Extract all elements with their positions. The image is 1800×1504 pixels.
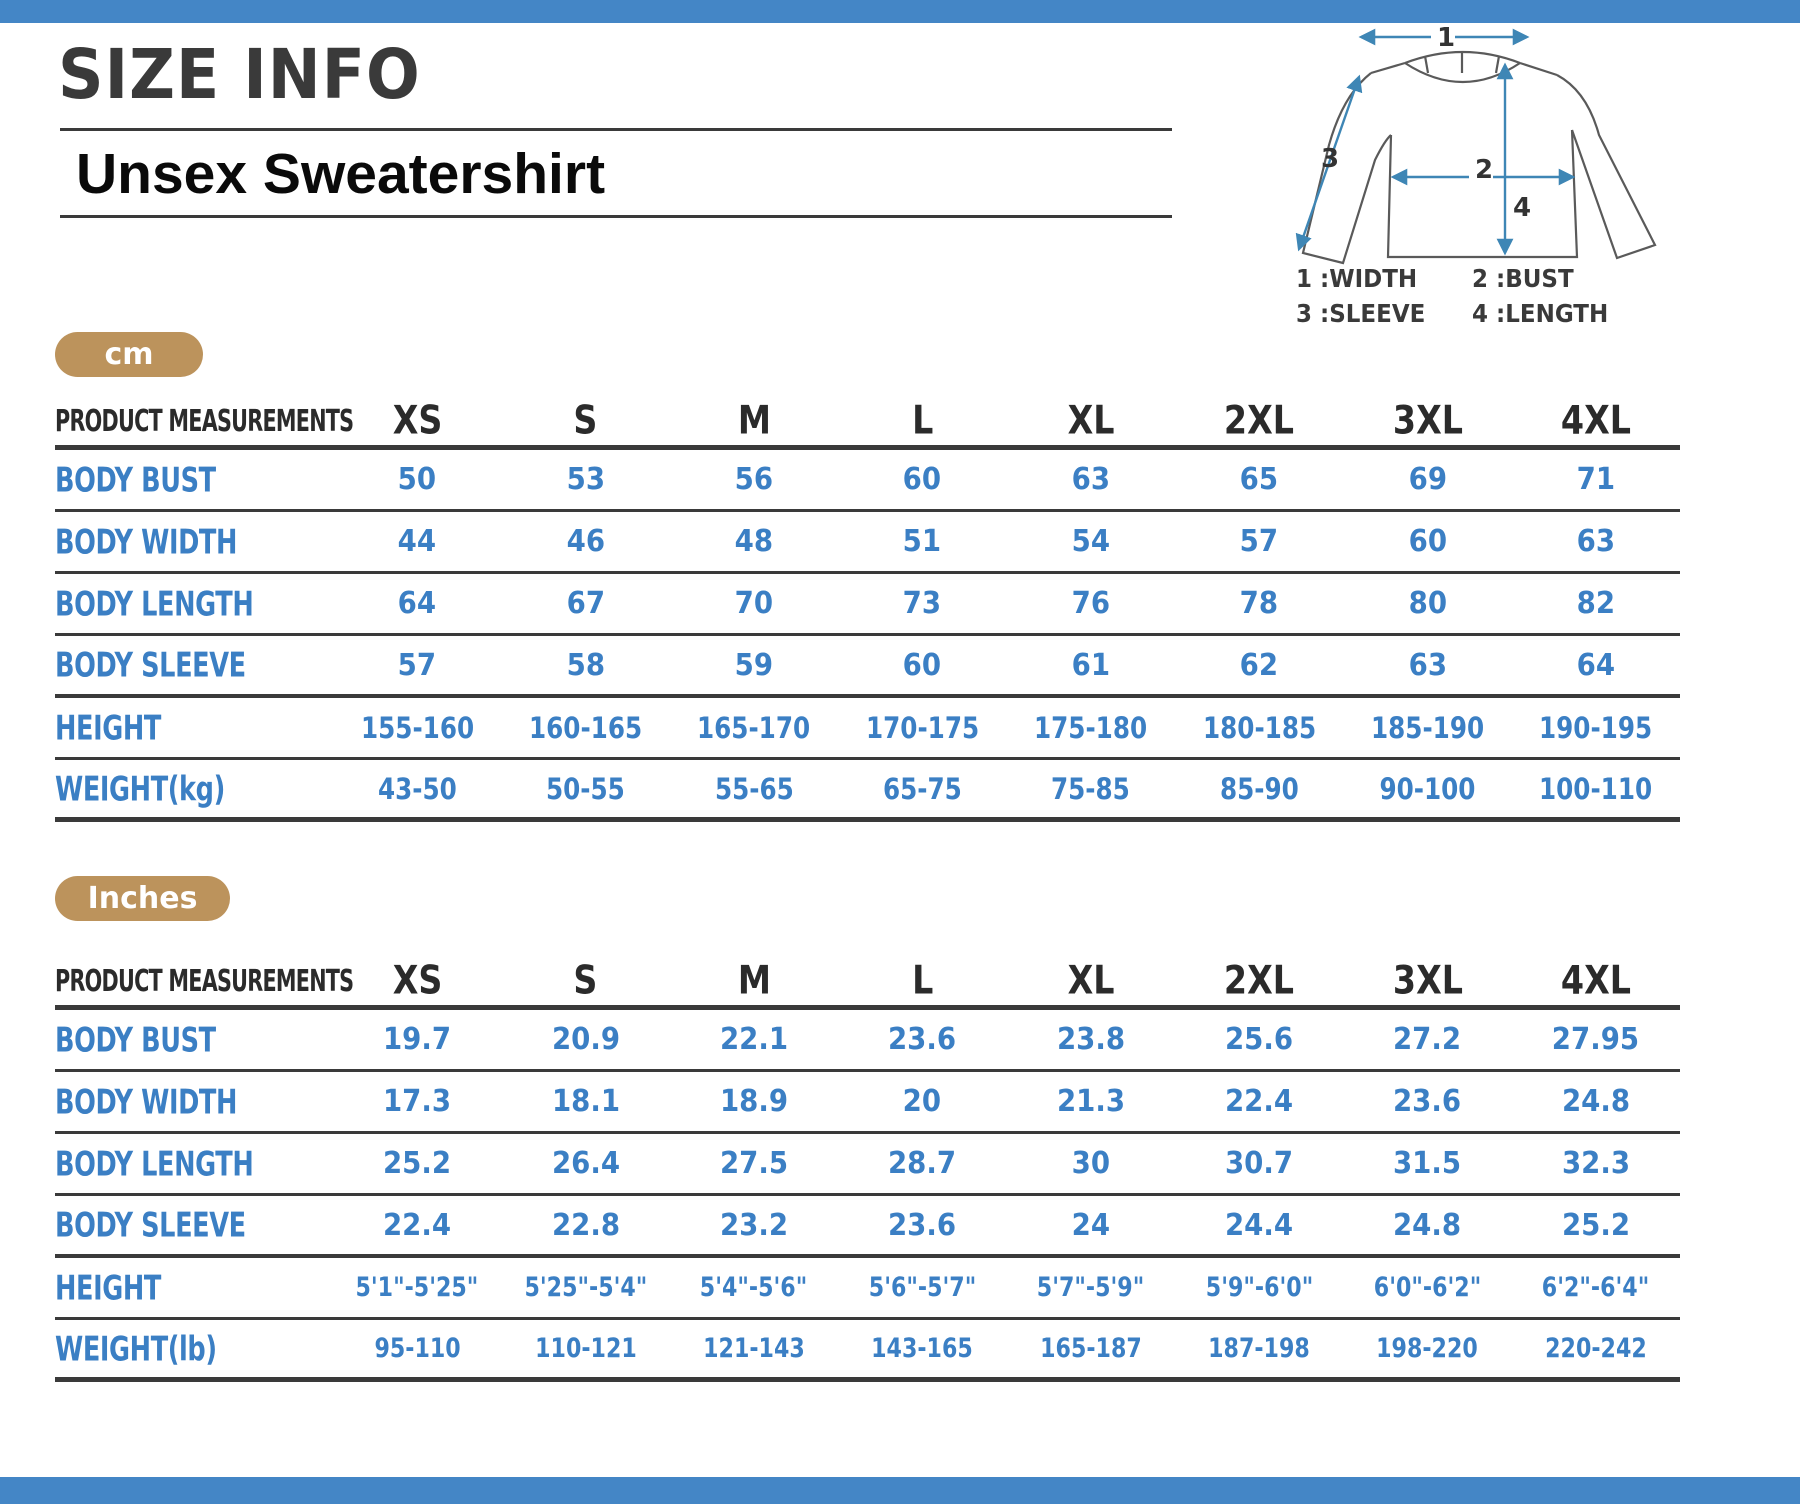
size-column-header: L bbox=[911, 957, 933, 1004]
size-column-header: 3XL bbox=[1392, 957, 1463, 1004]
measurement-row-label: HEIGHT bbox=[55, 707, 161, 748]
inches-size-table bbox=[55, 956, 1680, 1382]
table-row bbox=[55, 450, 1680, 512]
measurement-value: 17.3 bbox=[383, 1084, 452, 1119]
measurement-row-label: BODY LENGTH bbox=[55, 1143, 254, 1184]
table-row bbox=[55, 574, 1680, 636]
measurement-value: 63 bbox=[1576, 524, 1616, 559]
measurement-value: 63 bbox=[1071, 462, 1110, 497]
measurement-value: 22.4 bbox=[383, 1207, 452, 1243]
measurement-value: 53 bbox=[566, 462, 605, 497]
measurement-value: 60 bbox=[903, 462, 942, 497]
measurement-value: 25.2 bbox=[1561, 1207, 1630, 1243]
measurement-value: 25.2 bbox=[383, 1146, 452, 1181]
diagram-marker-width: 1 bbox=[1437, 25, 1456, 53]
table-row bbox=[55, 1010, 1680, 1072]
measurement-value: 80 bbox=[1408, 586, 1447, 621]
measurement-value: 54 bbox=[1071, 524, 1110, 559]
measurement-row-label: BODY WIDTH bbox=[55, 1081, 238, 1122]
measurement-value: 22.8 bbox=[551, 1207, 620, 1243]
size-column-header: M bbox=[737, 957, 771, 1004]
measurement-value: 23.6 bbox=[888, 1022, 957, 1057]
measurement-value: 21.3 bbox=[1056, 1084, 1125, 1119]
bottom-accent-bar bbox=[0, 1477, 1800, 1504]
measurement-value: 60 bbox=[903, 647, 942, 683]
product-name-band bbox=[60, 128, 1172, 218]
size-column-header: S bbox=[573, 397, 598, 444]
measurement-value: 67 bbox=[566, 586, 605, 621]
measurement-value: 69 bbox=[1408, 462, 1447, 497]
measurement-value: 73 bbox=[903, 586, 942, 621]
measurement-value: 82 bbox=[1576, 586, 1616, 621]
measurement-value: 20.9 bbox=[551, 1022, 620, 1057]
measurement-value: 23.6 bbox=[1393, 1084, 1462, 1119]
measurement-value: 18.1 bbox=[551, 1084, 620, 1119]
size-column-header: 2XL bbox=[1224, 957, 1295, 1004]
measurement-value: 64 bbox=[1576, 647, 1616, 683]
measurement-row-label: HEIGHT bbox=[55, 1267, 161, 1308]
top-accent-bar bbox=[0, 0, 1800, 23]
product-name: Unsex Sweatershirt bbox=[76, 142, 606, 206]
legend-width: 1 :WIDTH bbox=[1296, 264, 1418, 293]
measurement-value: 20 bbox=[903, 1084, 942, 1119]
measurement-value: 5'25"-5'4" bbox=[524, 1272, 647, 1303]
measurement-value: 5'9"-6'0" bbox=[1205, 1272, 1313, 1303]
measurement-value: 27.5 bbox=[719, 1146, 788, 1181]
measurement-value: 23.8 bbox=[1056, 1022, 1125, 1057]
measurement-value: 51 bbox=[903, 524, 942, 559]
measurement-value: 28.7 bbox=[888, 1146, 957, 1181]
product-measurements-label: PRODUCT MEASUREMENTS bbox=[55, 402, 354, 439]
measurement-value: 5'7"-5'9" bbox=[1036, 1272, 1145, 1303]
measurement-value: 165-170 bbox=[697, 710, 811, 745]
diagram-legend bbox=[1296, 264, 1620, 328]
measurement-value: 26.4 bbox=[551, 1146, 620, 1181]
measurement-value: 24.8 bbox=[1561, 1084, 1630, 1119]
size-column-header: XL bbox=[1067, 957, 1115, 1004]
measurement-value: 22.4 bbox=[1225, 1084, 1294, 1119]
size-column-header: XS bbox=[392, 397, 443, 444]
measurement-value: 143-165 bbox=[871, 1333, 974, 1364]
legend-sleeve: 3 :SLEEVE bbox=[1296, 299, 1426, 328]
size-column-header: S bbox=[573, 957, 598, 1004]
measurement-value: 64 bbox=[397, 586, 437, 621]
measurement-value: 44 bbox=[397, 524, 437, 559]
measurement-value: 5'4"-5'6" bbox=[700, 1272, 808, 1303]
measurement-value: 23.2 bbox=[719, 1207, 788, 1243]
measurement-row-label: WEIGHT(kg) bbox=[55, 768, 225, 809]
measurement-value: 30.7 bbox=[1225, 1146, 1294, 1181]
measurement-value: 165-187 bbox=[1039, 1333, 1142, 1364]
measurement-value: 65 bbox=[1239, 462, 1279, 497]
measurement-row-label: WEIGHT(lb) bbox=[55, 1328, 217, 1369]
measurement-value: 57 bbox=[1239, 524, 1279, 559]
measurement-value: 110-121 bbox=[534, 1333, 637, 1364]
table-header-row bbox=[55, 956, 1680, 1010]
measurement-value: 46 bbox=[566, 524, 605, 559]
legend-bust: 2 :BUST bbox=[1472, 264, 1574, 293]
measurement-value: 25.6 bbox=[1225, 1022, 1294, 1057]
legend-length: 4 :LENGTH bbox=[1472, 299, 1609, 328]
measurement-row-label: BODY SLEEVE bbox=[55, 645, 246, 685]
measurement-value: 62 bbox=[1239, 647, 1279, 683]
measurement-value: 30 bbox=[1071, 1146, 1110, 1181]
measurement-value: 85-90 bbox=[1219, 771, 1299, 806]
sweatshirt-measurement-diagram bbox=[1255, 25, 1715, 265]
measurement-value: 70 bbox=[734, 586, 774, 621]
measurement-value: 160-165 bbox=[528, 710, 643, 745]
measurement-value: 60 bbox=[1408, 524, 1447, 559]
measurement-value: 58 bbox=[566, 647, 605, 683]
measurement-value: 5'6"-5'7" bbox=[868, 1272, 977, 1303]
measurement-value: 76 bbox=[1071, 586, 1110, 621]
measurement-value: 220-242 bbox=[1544, 1333, 1647, 1364]
measurement-value: 22.1 bbox=[719, 1022, 788, 1057]
measurement-value: 95-110 bbox=[374, 1333, 461, 1364]
measurement-value: 71 bbox=[1576, 462, 1616, 497]
table-row bbox=[55, 1134, 1680, 1196]
measurement-row-label: BODY SLEEVE bbox=[55, 1205, 246, 1245]
measurement-value: 121-143 bbox=[703, 1333, 805, 1364]
measurement-value: 19.7 bbox=[383, 1022, 452, 1057]
measurement-value: 50 bbox=[397, 462, 437, 497]
size-column-header: 3XL bbox=[1392, 397, 1463, 444]
measurement-value: 63 bbox=[1408, 647, 1447, 683]
measurement-value: 170-175 bbox=[865, 710, 979, 745]
measurement-value: 155-160 bbox=[360, 710, 474, 745]
table-row bbox=[55, 1320, 1680, 1382]
measurement-value: 24.8 bbox=[1393, 1207, 1462, 1243]
page-title: SIZE INFO bbox=[58, 34, 421, 115]
cm-unit-badge: cm bbox=[55, 332, 203, 377]
table-row bbox=[55, 1196, 1680, 1258]
table-row bbox=[55, 698, 1680, 760]
size-column-header: 4XL bbox=[1560, 957, 1631, 1004]
measurement-row-label: BODY LENGTH bbox=[55, 583, 254, 624]
measurement-value: 6'2"-6'4" bbox=[1542, 1272, 1650, 1303]
cm-size-table bbox=[55, 396, 1680, 822]
inches-unit-badge: Inches bbox=[55, 876, 230, 921]
measurement-value: 190-195 bbox=[1539, 710, 1653, 745]
table-row bbox=[55, 512, 1680, 574]
table-row bbox=[55, 636, 1680, 698]
measurement-value: 175-180 bbox=[1034, 710, 1148, 745]
measurement-value: 185-190 bbox=[1370, 710, 1485, 745]
diagram-marker-sleeve: 3 bbox=[1321, 144, 1340, 174]
measurement-value: 24 bbox=[1071, 1207, 1110, 1243]
measurement-value: 187-198 bbox=[1208, 1333, 1310, 1364]
measurement-value: 27.2 bbox=[1393, 1022, 1462, 1057]
measurement-value: 23.6 bbox=[888, 1207, 957, 1243]
measurement-row-label: BODY BUST bbox=[55, 459, 216, 500]
measurement-value: 57 bbox=[397, 647, 437, 683]
measurement-row-label: BODY WIDTH bbox=[55, 521, 238, 562]
measurement-value: 43-50 bbox=[377, 771, 457, 806]
size-column-header: M bbox=[737, 397, 771, 444]
measurement-value: 24.4 bbox=[1225, 1207, 1294, 1243]
measurement-value: 100-110 bbox=[1539, 771, 1653, 806]
measurement-value: 55-65 bbox=[714, 771, 794, 806]
diagram-marker-length: 4 bbox=[1513, 193, 1532, 223]
measurement-value: 65-75 bbox=[882, 771, 962, 806]
measurement-value: 48 bbox=[734, 524, 774, 559]
size-column-header: L bbox=[911, 397, 933, 444]
diagram-marker-bust: 2 bbox=[1475, 155, 1494, 185]
measurement-value: 59 bbox=[734, 647, 774, 683]
measurement-value: 61 bbox=[1071, 647, 1110, 683]
measurement-value: 180-185 bbox=[1202, 710, 1316, 745]
table-row bbox=[55, 1258, 1680, 1320]
measurement-value: 90-100 bbox=[1379, 771, 1476, 806]
size-column-header: XS bbox=[392, 957, 443, 1004]
measurement-row-label: BODY BUST bbox=[55, 1019, 216, 1060]
table-row bbox=[55, 760, 1680, 822]
table-row bbox=[55, 1072, 1680, 1134]
measurement-value: 50-55 bbox=[546, 771, 625, 806]
measurement-value: 198-220 bbox=[1376, 1333, 1479, 1364]
measurement-value: 31.5 bbox=[1393, 1146, 1462, 1181]
measurement-value: 78 bbox=[1239, 586, 1279, 621]
measurement-value: 5'1"-5'25" bbox=[355, 1272, 479, 1303]
measurement-value: 32.3 bbox=[1561, 1146, 1630, 1181]
measurement-value: 18.9 bbox=[719, 1084, 788, 1119]
measurement-value: 75-85 bbox=[1051, 771, 1131, 806]
product-measurements-label: PRODUCT MEASUREMENTS bbox=[55, 962, 354, 999]
size-column-header: XL bbox=[1067, 397, 1115, 444]
table-header-row bbox=[55, 396, 1680, 450]
measurement-value: 56 bbox=[734, 462, 774, 497]
measurement-value: 27.95 bbox=[1552, 1022, 1640, 1057]
size-column-header: 2XL bbox=[1224, 397, 1295, 444]
size-column-header: 4XL bbox=[1560, 397, 1631, 444]
measurement-value: 6'0"-6'2" bbox=[1373, 1272, 1482, 1303]
